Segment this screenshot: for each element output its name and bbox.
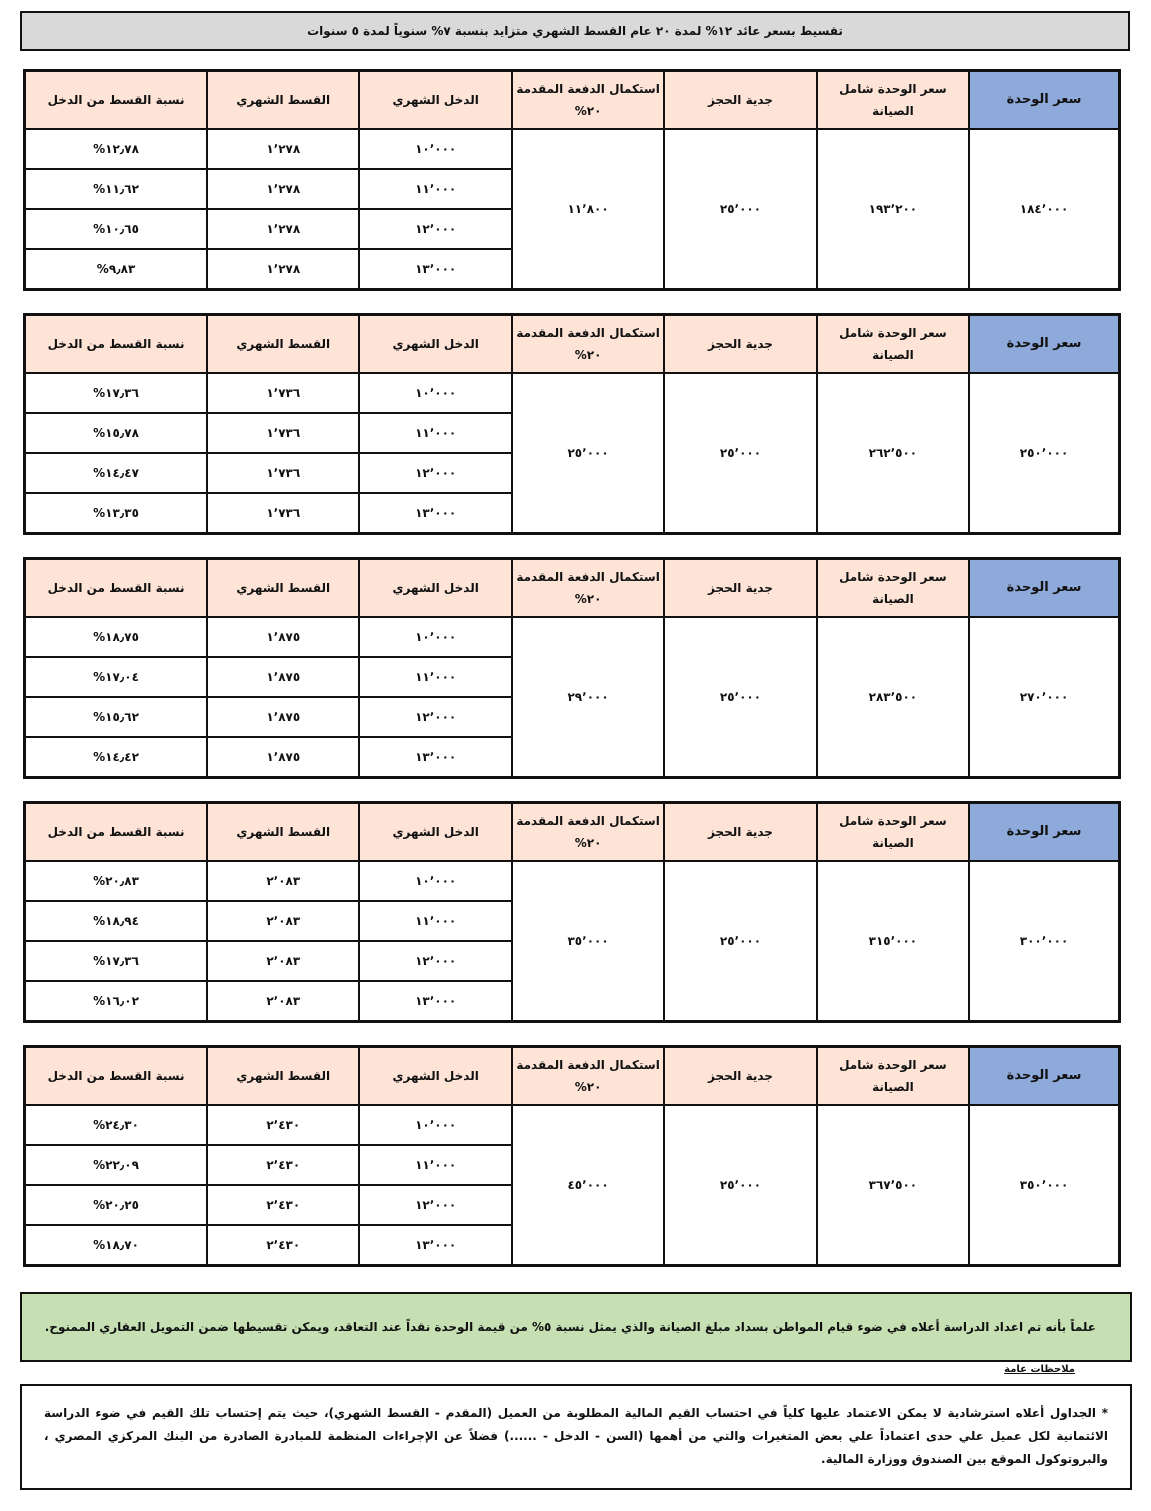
monthly-income-cell: ١١٬٠٠٠ bbox=[359, 1145, 511, 1185]
header-unit-price: سعر الوحدة bbox=[969, 559, 1119, 618]
installment-ratio-cell: %١٧٫٣٦ bbox=[25, 373, 208, 413]
monthly-income-cell: ١٢٬٠٠٠ bbox=[359, 209, 511, 249]
maintenance-note: علماً بأنه تم اعداد الدراسة أعلاه في ضوء قيام المواطن بسداد مبلغ الصيانة والذي يمثل نسبة ٥% من قيمة الوحدة نقداً عند التعاقد، ويمكن تقسيطها ضمن التمويل العقاري الممنوح. bbox=[20, 1292, 1132, 1362]
table-row bbox=[25, 1105, 1120, 1145]
installment-ratio-cell: %١٣٫٣٥ bbox=[25, 493, 208, 534]
header-installment-ratio: نسبة القسط من الدخل bbox=[25, 559, 208, 618]
installment-ratio-cell: %١٥٫٦٢ bbox=[25, 697, 208, 737]
installment-ratio-cell: %٢٠٫٢٥ bbox=[25, 1185, 208, 1225]
installment-ratio-cell: %١٧٫٣٦ bbox=[25, 941, 208, 981]
table-row bbox=[25, 617, 1120, 657]
monthly-income-cell: ١٢٬٠٠٠ bbox=[359, 941, 511, 981]
down-payment-completion-cell: ٢٩٬٠٠٠ bbox=[512, 617, 664, 778]
down-payment-completion-cell: ١١٬٨٠٠ bbox=[512, 129, 664, 290]
installment-ratio-cell: %١١٫٦٢ bbox=[25, 169, 208, 209]
monthly-income-cell: ١٠٬٠٠٠ bbox=[359, 129, 511, 169]
unit-price-incl-maintenance-cell: ٣٦٧٬٥٠٠ bbox=[817, 1105, 969, 1266]
unit-price-cell: ٣٥٠٬٠٠٠ bbox=[969, 1105, 1119, 1266]
monthly-installment-cell: ١٬٧٣٦ bbox=[207, 413, 359, 453]
monthly-income-cell: ١١٬٠٠٠ bbox=[359, 901, 511, 941]
down-payment-completion-cell: ٢٥٬٠٠٠ bbox=[512, 373, 664, 534]
monthly-installment-cell: ٢٬٠٨٣ bbox=[207, 941, 359, 981]
unit-price-cell: ٢٥٠٬٠٠٠ bbox=[969, 373, 1119, 534]
monthly-income-cell: ١٣٬٠٠٠ bbox=[359, 1225, 511, 1266]
monthly-income-cell: ١١٬٠٠٠ bbox=[359, 413, 511, 453]
installment-ratio-cell: %١٧٫٠٤ bbox=[25, 657, 208, 697]
header-installment-ratio: نسبة القسط من الدخل bbox=[25, 315, 208, 374]
header-down-payment-completion: استكمال الدفعة المقدمة ٢٠% bbox=[512, 71, 664, 130]
header-booking-deposit: جدية الحجز bbox=[664, 803, 816, 862]
monthly-income-cell: ١٣٬٠٠٠ bbox=[359, 981, 511, 1022]
unit-price-cell: ٣٠٠٬٠٠٠ bbox=[969, 861, 1119, 1022]
monthly-installment-cell: ١٬٢٧٨ bbox=[207, 169, 359, 209]
booking-deposit-cell: ٢٥٬٠٠٠ bbox=[664, 1105, 816, 1266]
header-unit-price-incl-maintenance: سعر الوحدة شامل الصيانة bbox=[817, 315, 969, 374]
header-installment-ratio: نسبة القسط من الدخل bbox=[25, 1047, 208, 1106]
header-unit-price: سعر الوحدة bbox=[969, 71, 1119, 130]
installment-ratio-cell: %١٦٫٠٢ bbox=[25, 981, 208, 1022]
page-title: تقسيط بسعر عائد ١٢% لمدة ٢٠ عام القسط الشهري متزايد بنسبة ٧% سنوياً لمدة ٥ سنوات bbox=[20, 11, 1130, 51]
installment-ratio-cell: %١٨٫٧٠ bbox=[25, 1225, 208, 1266]
monthly-income-cell: ١٢٬٠٠٠ bbox=[359, 1185, 511, 1225]
unit-price-incl-maintenance-cell: ٢٦٢٬٥٠٠ bbox=[817, 373, 969, 534]
monthly-income-cell: ١٢٬٠٠٠ bbox=[359, 453, 511, 493]
booking-deposit-cell: ٢٥٬٠٠٠ bbox=[664, 861, 816, 1022]
booking-deposit-cell: ٢٥٬٠٠٠ bbox=[664, 617, 816, 778]
down-payment-completion-cell: ٤٥٬٠٠٠ bbox=[512, 1105, 664, 1266]
header-booking-deposit: جدية الحجز bbox=[664, 559, 816, 618]
monthly-installment-cell: ١٬٢٧٨ bbox=[207, 209, 359, 249]
monthly-installment-cell: ١٬٨٧٥ bbox=[207, 657, 359, 697]
unit-price-cell: ٢٧٠٬٠٠٠ bbox=[969, 617, 1119, 778]
header-installment-ratio: نسبة القسط من الدخل bbox=[25, 803, 208, 862]
table-row bbox=[25, 373, 1120, 413]
monthly-installment-cell: ١٬٧٣٦ bbox=[207, 453, 359, 493]
header-unit-price: سعر الوحدة bbox=[969, 803, 1119, 862]
header-monthly-installment: القسط الشهري bbox=[207, 803, 359, 862]
installment-ratio-cell: %١٠٫٦٥ bbox=[25, 209, 208, 249]
header-unit-price: سعر الوحدة bbox=[969, 1047, 1119, 1106]
header-down-payment-completion: استكمال الدفعة المقدمة ٢٠% bbox=[512, 315, 664, 374]
installment-ratio-cell: %١٨٫٧٥ bbox=[25, 617, 208, 657]
monthly-installment-cell: ٢٬٠٨٣ bbox=[207, 981, 359, 1022]
header-monthly-income: الدخل الشهري bbox=[359, 803, 511, 862]
header-monthly-installment: القسط الشهري bbox=[207, 315, 359, 374]
monthly-installment-cell: ١٬٢٧٨ bbox=[207, 249, 359, 290]
header-down-payment-completion: استكمال الدفعة المقدمة ٢٠% bbox=[512, 1047, 664, 1106]
monthly-installment-cell: ١٬٨٧٥ bbox=[207, 617, 359, 657]
general-notes-label: ملاحظات عامة bbox=[1004, 1364, 1075, 1375]
table-row bbox=[25, 129, 1120, 169]
installment-ratio-cell: %١٤٫٤٧ bbox=[25, 453, 208, 493]
monthly-income-cell: ١٠٬٠٠٠ bbox=[359, 617, 511, 657]
monthly-installment-cell: ٢٬٠٨٣ bbox=[207, 901, 359, 941]
monthly-income-cell: ١٣٬٠٠٠ bbox=[359, 737, 511, 778]
monthly-installment-cell: ١٬٧٣٦ bbox=[207, 373, 359, 413]
installment-ratio-cell: %١٢٫٧٨ bbox=[25, 129, 208, 169]
monthly-installment-cell: ٢٬٠٨٣ bbox=[207, 861, 359, 901]
monthly-income-cell: ١٣٬٠٠٠ bbox=[359, 249, 511, 290]
header-monthly-income: الدخل الشهري bbox=[359, 1047, 511, 1106]
monthly-installment-cell: ١٬٨٧٥ bbox=[207, 737, 359, 778]
monthly-income-cell: ١٠٬٠٠٠ bbox=[359, 1105, 511, 1145]
monthly-income-cell: ١١٬٠٠٠ bbox=[359, 169, 511, 209]
installment-table bbox=[23, 69, 1121, 291]
header-down-payment-completion: استكمال الدفعة المقدمة ٢٠% bbox=[512, 559, 664, 618]
installment-table bbox=[23, 313, 1121, 535]
monthly-installment-cell: ١٬٨٧٥ bbox=[207, 697, 359, 737]
header-booking-deposit: جدية الحجز bbox=[664, 71, 816, 130]
header-unit-price-incl-maintenance: سعر الوحدة شامل الصيانة bbox=[817, 803, 969, 862]
header-unit-price-incl-maintenance: سعر الوحدة شامل الصيانة bbox=[817, 1047, 969, 1106]
monthly-installment-cell: ٢٬٤٣٠ bbox=[207, 1185, 359, 1225]
installment-ratio-cell: %٩٫٨٣ bbox=[25, 249, 208, 290]
installment-ratio-cell: %٢٤٫٣٠ bbox=[25, 1105, 208, 1145]
header-booking-deposit: جدية الحجز bbox=[664, 315, 816, 374]
monthly-income-cell: ١٢٬٠٠٠ bbox=[359, 697, 511, 737]
header-monthly-installment: القسط الشهري bbox=[207, 71, 359, 130]
monthly-installment-cell: ١٬٢٧٨ bbox=[207, 129, 359, 169]
unit-price-incl-maintenance-cell: ١٩٣٬٢٠٠ bbox=[817, 129, 969, 290]
header-unit-price-incl-maintenance: سعر الوحدة شامل الصيانة bbox=[817, 71, 969, 130]
monthly-income-cell: ١١٬٠٠٠ bbox=[359, 657, 511, 697]
table-row bbox=[25, 861, 1120, 901]
unit-price-incl-maintenance-cell: ٣١٥٬٠٠٠ bbox=[817, 861, 969, 1022]
installment-ratio-cell: %١٤٫٤٢ bbox=[25, 737, 208, 778]
installment-ratio-cell: %١٨٫٩٤ bbox=[25, 901, 208, 941]
installment-ratio-cell: %٢٠٫٨٣ bbox=[25, 861, 208, 901]
general-note: * الجداول أعلاه استرشادية لا يمكن الاعتماد عليها كلياً في احتساب القيم المالية المطلوبة من العميل (المقدم - القسط الشهري)، حيث يتم إحتساب تلك القيم في ضوء الدراسة الائتمانية لكل عميل علي حدى اعتماداً علي بعض المتغيرات والتي من أهمها (السن - الدخل - ......) فضلاً عن الإجراءات المنظمة للمبادرة الصادرة من البنك المركزي المصري ، والبروتوكول الموقع بين الصندوق ووزارة المالية. bbox=[20, 1384, 1132, 1490]
installment-ratio-cell: %٢٢٫٠٩ bbox=[25, 1145, 208, 1185]
monthly-installment-cell: ٢٬٤٣٠ bbox=[207, 1105, 359, 1145]
header-down-payment-completion: استكمال الدفعة المقدمة ٢٠% bbox=[512, 803, 664, 862]
booking-deposit-cell: ٢٥٬٠٠٠ bbox=[664, 373, 816, 534]
monthly-income-cell: ١٠٬٠٠٠ bbox=[359, 861, 511, 901]
header-monthly-income: الدخل الشهري bbox=[359, 315, 511, 374]
monthly-income-cell: ١٣٬٠٠٠ bbox=[359, 493, 511, 534]
header-unit-price: سعر الوحدة bbox=[969, 315, 1119, 374]
header-monthly-income: الدخل الشهري bbox=[359, 71, 511, 130]
booking-deposit-cell: ٢٥٬٠٠٠ bbox=[664, 129, 816, 290]
down-payment-completion-cell: ٣٥٬٠٠٠ bbox=[512, 861, 664, 1022]
monthly-income-cell: ١٠٬٠٠٠ bbox=[359, 373, 511, 413]
installment-table bbox=[23, 801, 1121, 1023]
unit-price-incl-maintenance-cell: ٢٨٣٬٥٠٠ bbox=[817, 617, 969, 778]
monthly-installment-cell: ١٬٧٣٦ bbox=[207, 493, 359, 534]
unit-price-cell: ١٨٤٬٠٠٠ bbox=[969, 129, 1119, 290]
header-monthly-installment: القسط الشهري bbox=[207, 559, 359, 618]
monthly-installment-cell: ٢٬٤٣٠ bbox=[207, 1145, 359, 1185]
monthly-installment-cell: ٢٬٤٣٠ bbox=[207, 1225, 359, 1266]
installment-table bbox=[23, 557, 1121, 779]
installment-ratio-cell: %١٥٫٧٨ bbox=[25, 413, 208, 453]
header-monthly-installment: القسط الشهري bbox=[207, 1047, 359, 1106]
header-monthly-income: الدخل الشهري bbox=[359, 559, 511, 618]
header-unit-price-incl-maintenance: سعر الوحدة شامل الصيانة bbox=[817, 559, 969, 618]
installment-table bbox=[23, 1045, 1121, 1267]
header-booking-deposit: جدية الحجز bbox=[664, 1047, 816, 1106]
header-installment-ratio: نسبة القسط من الدخل bbox=[25, 71, 208, 130]
